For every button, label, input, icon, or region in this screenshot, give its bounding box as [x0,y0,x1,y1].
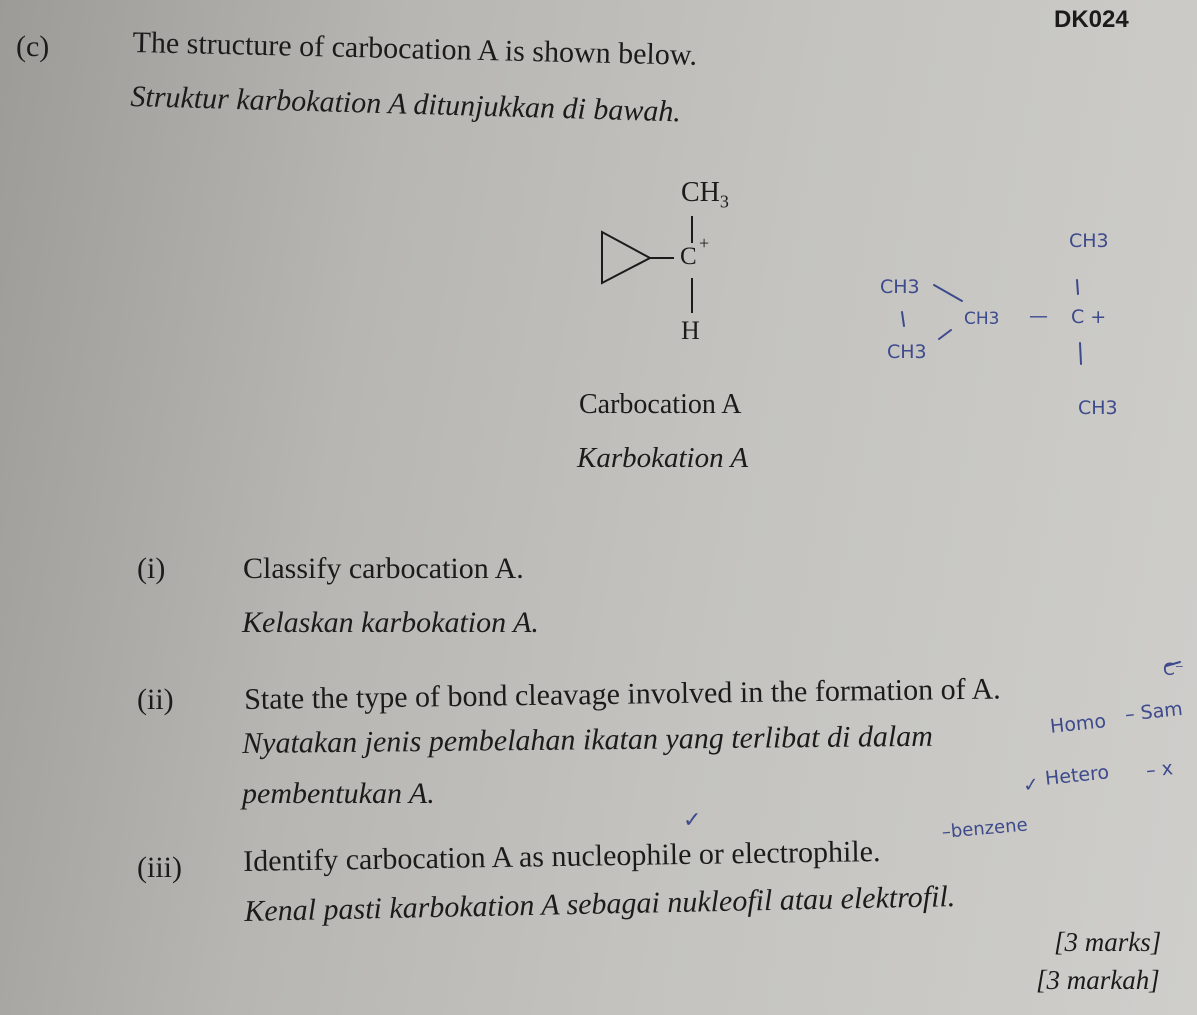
positive-charge: + [699,233,710,253]
hw-ch3-top: CH3 [1069,230,1109,252]
caption-ms: Karbokation A [577,442,749,474]
marks-en: [3 marks] [1054,927,1162,957]
subq-i-ms: Kelaskan karbokation A. [242,606,539,639]
marks-ms: [3 markah] [1036,965,1160,995]
subq-i-label: (i) [137,552,166,585]
hw-hetero: Hetero [1044,761,1111,790]
subq-ii-en: State the type of bond cleavage involved in the formation of A. [244,672,1001,716]
hw-homo-note: – Sam [1124,697,1184,726]
question-stem-ms: Struktur karbokation A ditunjukkan di bawah. [130,80,682,129]
ch3-label: $CH_3$ [681,177,729,212]
hw-carbon-plus: C + [1071,306,1107,328]
hw-benzene-note: –benzene [941,814,1029,843]
hw-hetero-note: – x [1145,757,1174,782]
question-stem-en: The structure of carbocation A is shown below. [132,26,698,72]
subq-iii-label: (iii) [137,851,182,884]
subq-iii-en: Identify carbocation A as nucleophile or electrophile. [243,834,881,878]
subq-ii-label: (ii) [137,683,174,716]
carbocation-carbon: C [680,243,697,270]
handwritten-skeleton [902,280,1180,666]
subq-ii-ms-line2: pembentukan A. [242,777,435,810]
caption-en: Carbocation A [579,389,742,420]
ch3-subscript: 3 [719,191,729,212]
hw-check-iii: ✓ [683,808,702,833]
subq-i-en: Classify carbocation A. [243,552,524,585]
hw-ch3-left-top: CH3 [880,276,920,298]
hw-bond-dash: — [1029,305,1048,327]
hw-ch3-bottom: CH3 [1078,397,1118,419]
hw-homo: Homo [1049,710,1108,738]
hw-c-minus: C⁻ [1163,660,1184,680]
hw-ch3-middle: CH3 [964,309,1000,329]
part-label: (c) [16,30,50,63]
hw-ch3-left-bottom: CH3 [887,341,927,363]
subq-ii-ms-line1: Nyatakan jenis pembelahan ikatan yang terlibat di dalam [242,719,934,760]
hydrogen-label: H [681,316,700,345]
paper-code: DK024 [1054,6,1129,33]
cyclopropyl-ring [602,232,650,283]
subq-iii-ms: Kenal pasti karbokation A sebagai nukleofil atau elektrofil. [244,880,956,928]
hw-check-hetero: ✓ [1022,773,1041,797]
